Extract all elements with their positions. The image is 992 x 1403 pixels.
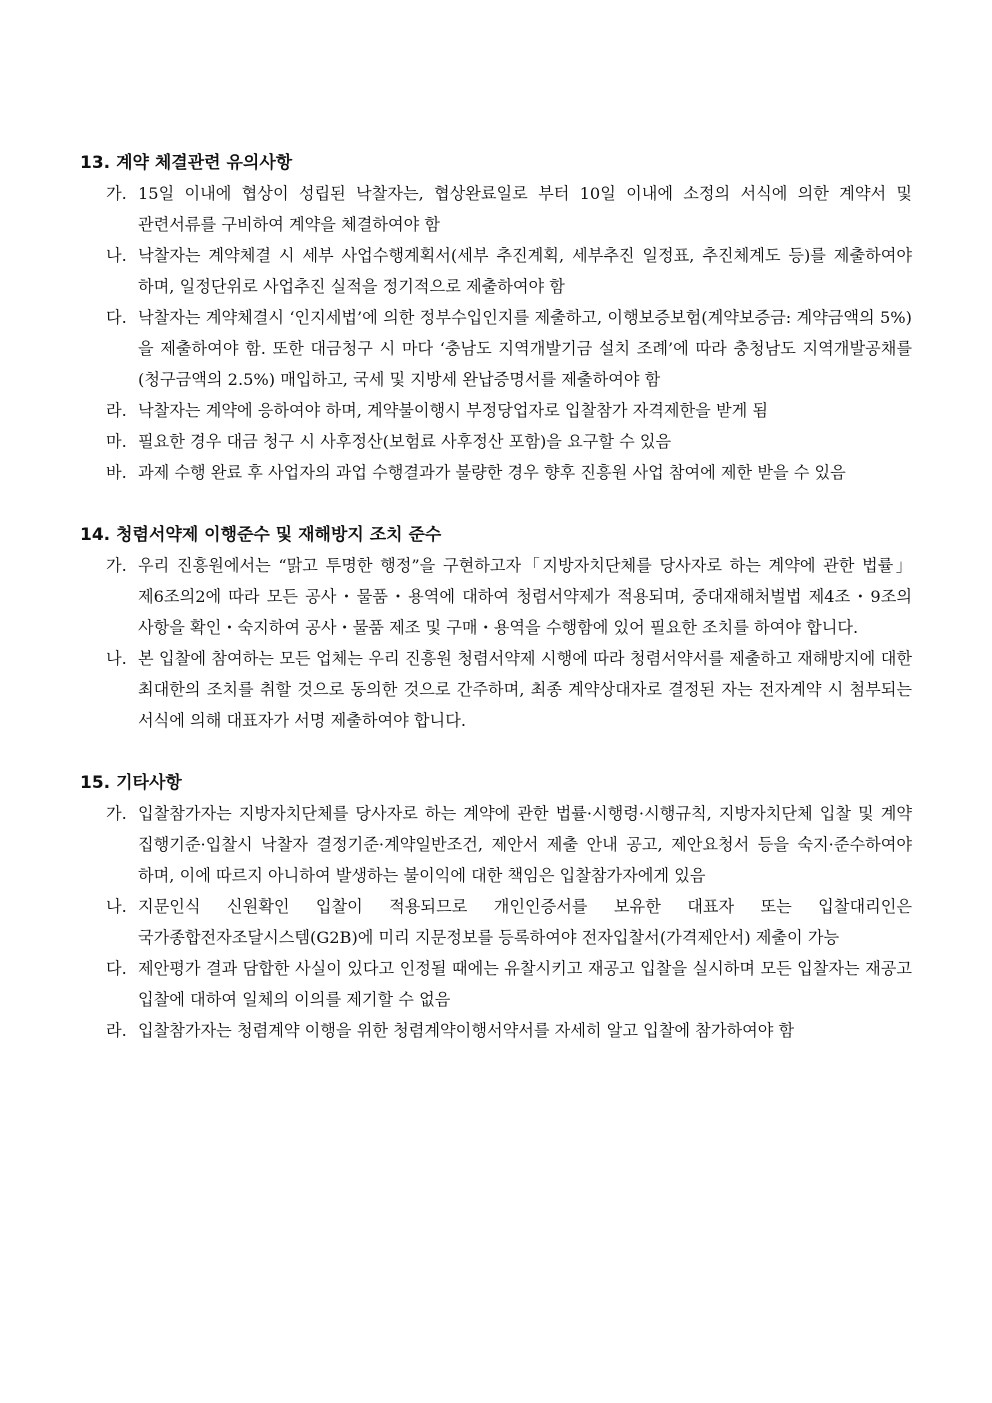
item-text: 입찰참가자는 청렴계약 이행을 위한 청렴계약이행서약서를 자세히 알고 입찰에 참가하여야 함 <box>138 1021 795 1040</box>
item-marker: 가. <box>106 804 127 823</box>
item-marker: 다. <box>106 959 127 978</box>
item-text: 필요한 경우 대금 청구 시 사후정산(보험료 사후정산 포함)을 요구할 수 있음 <box>138 432 672 451</box>
list-item <box>80 178 912 240</box>
section-title: 기타사항 <box>116 773 182 793</box>
section-13 <box>80 148 912 488</box>
section-title: 청렴서약제 이행준수 및 재해방지 조치 준수 <box>116 525 442 545</box>
item-text: 입찰참가자는 지방자치단체를 당사자로 하는 계약에 관한 법률·시행령·시행규칙, 지방자치단체 입찰 및 계약 집행기준·입찰시 낙찰자 결정기준·계약일반조건, 제안서 제출 안내 공고, 제안요청서 등을 숙지·준수하여야 하며, 이에 따르지 아니하여 발생하는 불이익에 대한 책임은 입찰참가자에게 있음 <box>138 804 912 885</box>
list-item <box>80 891 912 953</box>
item-text: 우리 진흥원에서는 “맑고 투명한 행정”을 구현하고자「지방자치단체를 당사자로 하는 계약에 관한 법률」 제6조의2에 따라 모든 공사・물품・용역에 대하여 청렴서약제가 적용되며, 중대재해처벌법 제4조・9조의 사항을 확인・숙지하여 공사・물품 제조 및 구매・용역을 수행함에 있어 필요한 조치를 하여야 합니다. <box>138 556 912 637</box>
item-text: 지문인식 신원확인 입찰이 적용되므로 개인인증서를 보유한 대표자 또는 입찰대리인은 국가종합전자조달시스템(G2B)에 미리 지문정보를 등록하여야 전자입찰서(가격제안서) 제출이 가능 <box>138 897 912 947</box>
item-marker: 나. <box>106 649 127 668</box>
item-marker: 마. <box>106 432 127 451</box>
list-item <box>80 302 912 395</box>
item-text: 15일 이내에 협상이 성립된 낙찰자는, 협상완료일로 부터 10일 이내에 소정의 서식에 의한 계약서 및 관련서류를 구비하여 계약을 체결하여야 함 <box>138 184 912 234</box>
item-marker: 다. <box>106 308 127 327</box>
item-marker: 나. <box>106 246 127 265</box>
section-number: 14. <box>80 525 111 545</box>
item-marker: 라. <box>106 1021 127 1040</box>
item-text: 낙찰자는 계약체결 시 세부 사업수행계획서(세부 추진계획, 세부추진 일정표, 추진체계도 등)를 제출하여야 하며, 일정단위로 사업추진 실적을 정기적으로 제출하여야 함 <box>138 246 912 296</box>
item-marker: 나. <box>106 897 127 916</box>
section-15 <box>80 768 912 1046</box>
section-title: 계약 체결관련 유의사항 <box>116 153 293 173</box>
section-heading <box>80 768 912 798</box>
list-item <box>80 1015 912 1046</box>
item-text: 제안평가 결과 담합한 사실이 있다고 인정될 때에는 유찰시키고 재공고 입찰을 실시하며 모든 입찰자는 재공고 입찰에 대하여 일체의 이의를 제기할 수 없음 <box>138 959 912 1009</box>
section-item-list <box>80 178 912 488</box>
list-item <box>80 457 912 488</box>
list-item <box>80 953 912 1015</box>
item-text: 본 입찰에 참여하는 모든 업체는 우리 진흥원 청렴서약제 시행에 따라 청렴서약서를 제출하고 재해방지에 대한 최대한의 조치를 취할 것으로 동의한 것으로 간주하며, 최종 계약상대자로 결정된 자는 전자계약 시 첨부되는 서식에 의해 대표자가 서명 제출하여야 합니다. <box>138 649 912 730</box>
item-marker: 바. <box>106 463 127 482</box>
section-item-list <box>80 550 912 736</box>
item-marker: 라. <box>106 401 127 420</box>
item-text: 낙찰자는 계약에 응하여야 하며, 계약불이행시 부정당업자로 입찰참가 자격제한을 받게 됨 <box>138 401 769 420</box>
item-marker: 가. <box>106 184 127 203</box>
section-number: 13. <box>80 153 111 173</box>
list-item <box>80 426 912 457</box>
section-number: 15. <box>80 773 111 793</box>
section-heading <box>80 520 912 550</box>
list-item <box>80 395 912 426</box>
item-text: 낙찰자는 계약체결시 ‘인지세법’에 의한 정부수입인지를 제출하고, 이행보증보험(계약보증금: 계약금액의 5%)을 제출하여야 함. 또한 대금청구 시 마다 ‘충남도 지역개발기금 설치 조례’에 따라 충청남도 지역개발공채를(청구금액의 2.5%) 매입하고, 국세 및 지방세 완납증명서를 제출하여야 함 <box>138 308 912 389</box>
item-marker: 가. <box>106 556 127 575</box>
item-text: 과제 수행 완료 후 사업자의 과업 수행결과가 불량한 경우 향후 진흥원 사업 참여에 제한 받을 수 있음 <box>138 463 846 482</box>
list-item <box>80 550 912 643</box>
list-item <box>80 643 912 736</box>
section-14 <box>80 520 912 736</box>
list-item <box>80 240 912 302</box>
list-item <box>80 798 912 891</box>
section-heading <box>80 148 912 178</box>
document-body <box>80 148 912 1046</box>
section-item-list <box>80 798 912 1046</box>
